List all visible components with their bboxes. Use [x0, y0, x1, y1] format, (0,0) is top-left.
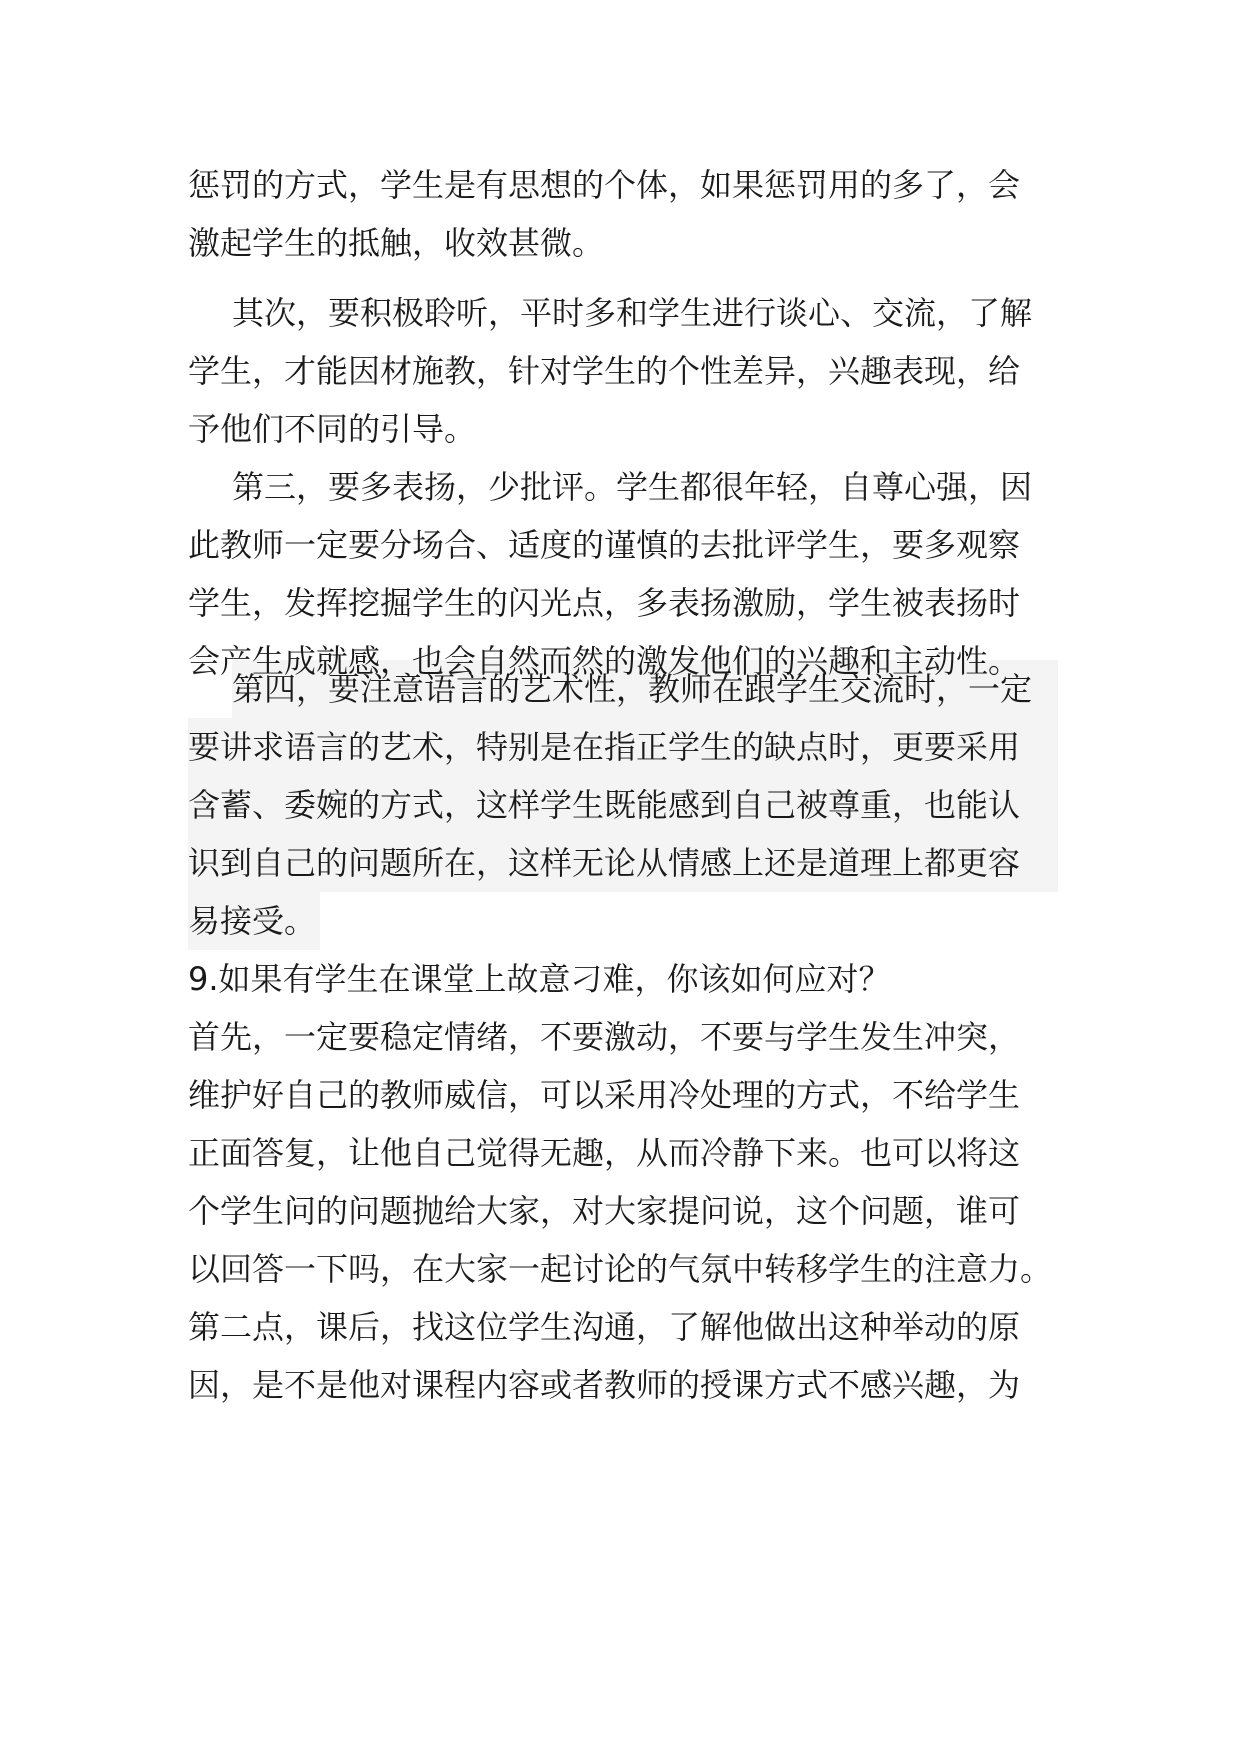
text-line: 识到自己的问题所在，这样无论从情感上还是道理上都更容 [188, 844, 1021, 882]
paragraph-start: 第三，要多表扬，少批评。学生都很年轻，自尊心强，因 [232, 468, 1033, 506]
text-line: 会产生成就感，也会自然而然的激发他们的兴趣和主动性。 [188, 642, 1021, 680]
text-line: 个学生问的问题抛给大家，对大家提问说，这个问题，谁可 [188, 1192, 1021, 1230]
text-line: 此教师一定要分场合、适度的谨慎的去批评学生，要多观察 [188, 526, 1021, 564]
text-line: 第二点，课后，找这位学生沟通，了解他做出这种举动的原 [188, 1308, 1021, 1346]
text-line: 惩罚的方式，学生是有思想的个体，如果惩罚用的多了，会 [188, 166, 1021, 204]
text-line: 正面答复，让他自己觉得无趣，从而冷静下来。也可以将这 [188, 1134, 1021, 1172]
question-heading: 9.如果有学生在课堂上故意刁难，你该如何应对？ [188, 960, 891, 998]
text-line: 学生，发挥挖掘学生的闪光点，多表扬激励，学生被表扬时 [188, 584, 1021, 622]
text-line: 学生，才能因材施教，针对学生的个性差异，兴趣表现，给 [188, 352, 1021, 390]
text-line: 首先，一定要稳定情绪，不要激动，不要与学生发生冲突， [188, 1018, 1021, 1056]
text-line: 激起学生的抵触，收效甚微。 [188, 224, 605, 262]
text-line: 予他们不同的引导。 [188, 410, 477, 448]
text-line: 因，是不是他对课程内容或者教师的授课方式不感兴趣，为 [188, 1366, 1021, 1404]
paragraph-start: 第四，要注意语言的艺术性，教师在跟学生交流时，一定 [232, 670, 1033, 708]
text-line: 易接受。 [188, 902, 317, 940]
text-line: 要讲求语言的艺术，特别是在指正学生的缺点时，更要采用 [188, 728, 1021, 766]
text-line: 维护好自己的教师威信，可以采用冷处理的方式，不给学生 [188, 1076, 1021, 1114]
text-line: 含蓄、委婉的方式，这样学生既能感到自己被尊重，也能认 [188, 786, 1021, 824]
paragraph-start: 其次，要积极聆听，平时多和学生进行谈心、交流，了解 [232, 294, 1033, 332]
text-line: 以回答一下吗，在大家一起讨论的气氛中转移学生的注意力。 [188, 1250, 1053, 1288]
